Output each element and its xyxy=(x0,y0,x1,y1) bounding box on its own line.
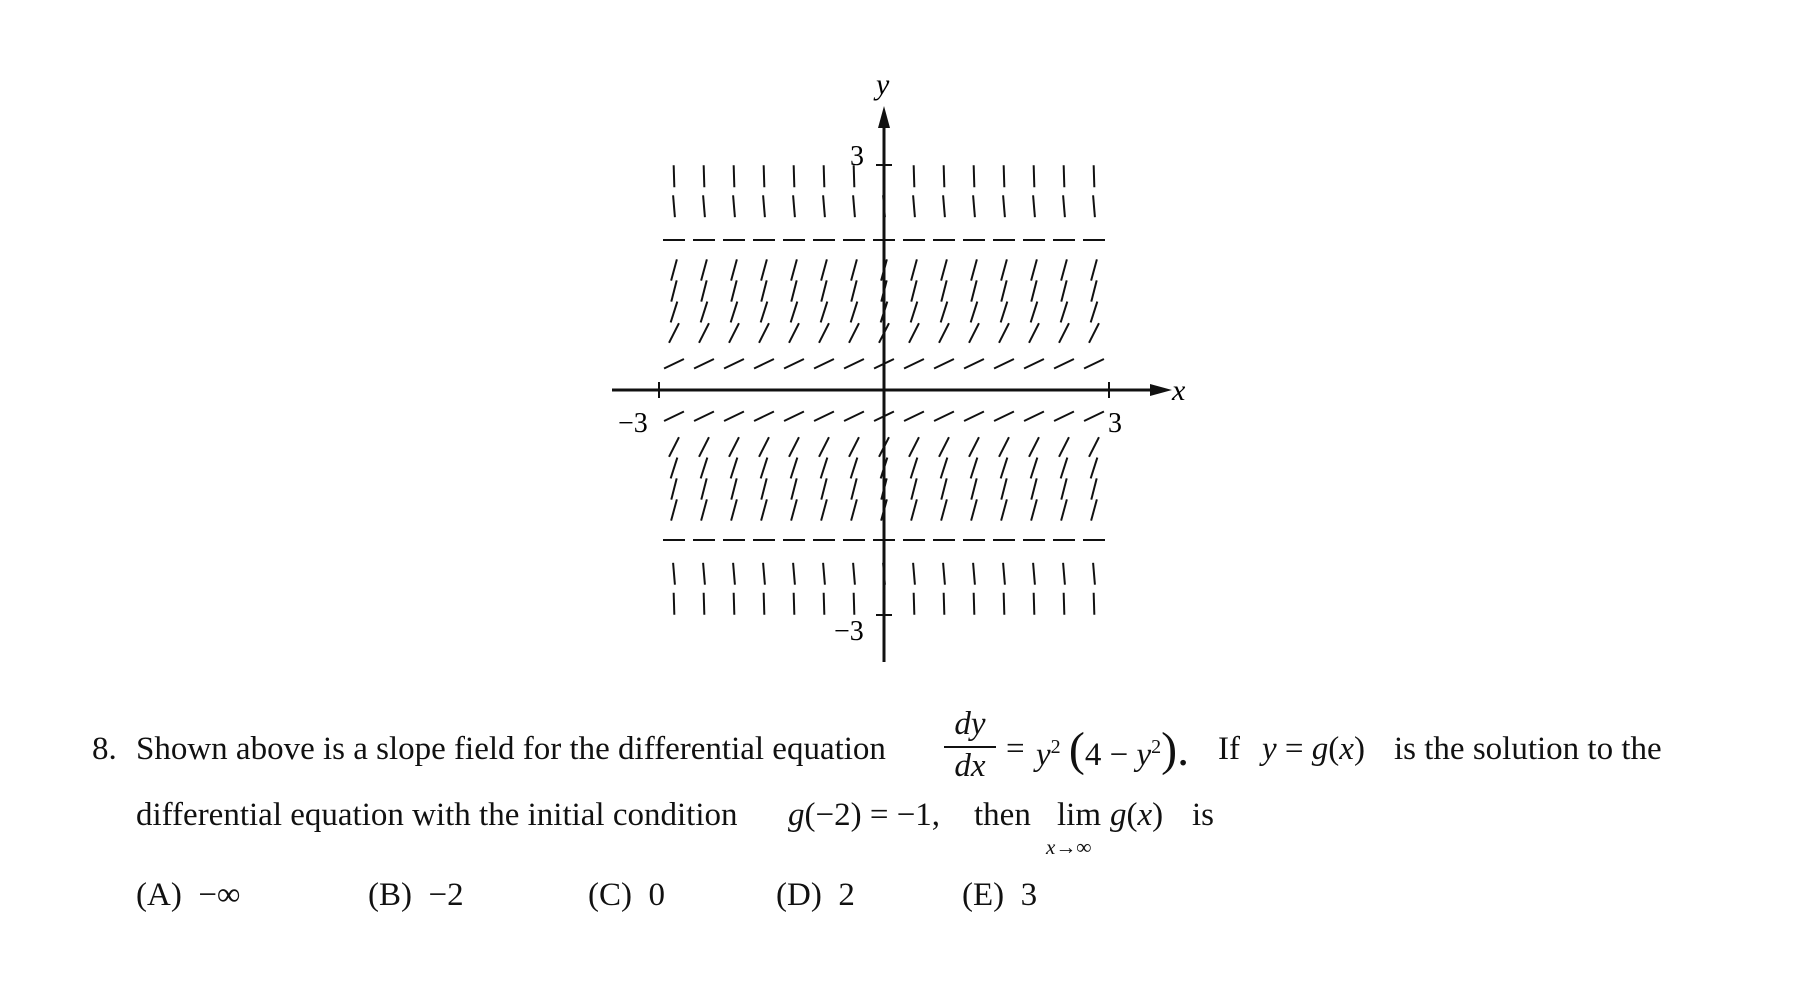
slope-segment xyxy=(731,478,736,499)
slope-segment xyxy=(704,593,705,615)
slope-segment xyxy=(1031,478,1036,499)
slope-segment xyxy=(701,302,708,323)
slope-segment xyxy=(824,593,825,615)
slope-segment xyxy=(1061,458,1068,479)
slope-segment xyxy=(671,458,678,479)
slope-segment xyxy=(673,195,675,217)
slope-segment xyxy=(1091,302,1098,323)
slope-segment xyxy=(824,165,825,187)
slope-segment xyxy=(854,593,855,615)
slope-segment xyxy=(821,458,828,479)
slope-segment xyxy=(1024,359,1044,368)
slope-segment xyxy=(731,280,736,301)
slope-segment xyxy=(794,165,795,187)
slope-segment xyxy=(943,563,945,585)
slope-segment xyxy=(1091,280,1096,301)
slope-segment xyxy=(911,280,916,301)
slope-segment xyxy=(1061,499,1067,520)
slope-segment xyxy=(754,359,774,368)
choice-d-label: (D) xyxy=(776,877,822,913)
slope-segment xyxy=(674,593,675,615)
slope-segment xyxy=(1061,280,1066,301)
slope-segment xyxy=(694,412,714,421)
slope-segment xyxy=(1064,593,1065,615)
choice-c[interactable] xyxy=(588,877,665,914)
slope-segment xyxy=(1004,165,1005,187)
slope-segment xyxy=(941,458,948,479)
slope-segment xyxy=(821,259,827,280)
fraction-dy: dy xyxy=(954,706,986,742)
choice-a[interactable] xyxy=(136,877,240,914)
slope-segment xyxy=(1054,359,1074,368)
slope-segment xyxy=(851,302,858,323)
slope-segment xyxy=(699,437,709,457)
slope-segment xyxy=(814,412,834,421)
slope-segment xyxy=(964,359,984,368)
slope-segment xyxy=(701,259,707,280)
then-text: then xyxy=(974,797,1031,833)
slope-segment xyxy=(1001,259,1007,280)
slope-segment xyxy=(849,437,859,457)
slope-segment xyxy=(884,165,885,187)
slope-segment xyxy=(784,359,804,368)
slope-segment xyxy=(909,437,919,457)
slope-segment xyxy=(939,437,949,457)
slope-segment xyxy=(1093,563,1095,585)
slope-segment xyxy=(1034,593,1035,615)
slope-segment xyxy=(853,195,855,217)
limit-function: g(x) xyxy=(1110,797,1164,833)
axes xyxy=(612,106,1172,662)
slope-segment xyxy=(1031,458,1038,479)
slope-segment xyxy=(731,302,738,323)
slope-segment xyxy=(1094,593,1095,615)
slope-segment xyxy=(941,478,946,499)
slope-segment xyxy=(1031,302,1038,323)
slope-segment xyxy=(764,593,765,615)
slope-segment xyxy=(761,280,766,301)
slope-segment xyxy=(729,323,739,343)
slope-segment xyxy=(1061,478,1066,499)
slope-segment xyxy=(969,323,979,343)
slope-segment xyxy=(973,563,975,585)
slope-segment xyxy=(1094,165,1095,187)
slope-segment xyxy=(731,458,738,479)
slope-segment xyxy=(1061,259,1067,280)
slope-segment xyxy=(1003,563,1005,585)
slope-segment xyxy=(1064,165,1065,187)
slope-segment xyxy=(759,437,769,457)
slope-segment xyxy=(1089,437,1099,457)
slope-segment xyxy=(971,458,978,479)
slope-segment xyxy=(909,323,919,343)
slope-segment xyxy=(913,195,915,217)
question-text-after: is the solution to the xyxy=(1394,731,1662,767)
slope-segment xyxy=(934,359,954,368)
slope-segment xyxy=(703,195,705,217)
if-text: If xyxy=(1218,731,1240,767)
slope-segment xyxy=(911,499,917,520)
slope-segment xyxy=(733,563,735,585)
slope-segment xyxy=(703,563,705,585)
slope-segment xyxy=(973,195,975,217)
slope-segment xyxy=(671,280,676,301)
slope-segment xyxy=(944,165,945,187)
slope-segment xyxy=(941,302,948,323)
slope-segment xyxy=(1084,359,1104,368)
slope-segment xyxy=(1031,259,1037,280)
slope-segment xyxy=(1059,437,1069,457)
slope-segment xyxy=(764,165,765,187)
is-text: is xyxy=(1192,797,1215,833)
slope-segment xyxy=(823,195,825,217)
slope-segment xyxy=(761,499,767,520)
slope-segment xyxy=(904,412,924,421)
initial-condition: g(−2) = −1, xyxy=(788,797,941,833)
slope-segment xyxy=(1001,499,1007,520)
slope-segment xyxy=(791,499,797,520)
slope-segment xyxy=(844,359,864,368)
slope-segment xyxy=(934,412,954,421)
slope-segment xyxy=(1054,412,1074,421)
slope-segment xyxy=(671,259,677,280)
slope-segment xyxy=(1084,412,1104,421)
x-axis-arrow xyxy=(1150,384,1172,396)
y-axis-label: y xyxy=(876,68,890,101)
slope-segment xyxy=(754,412,774,421)
slope-segment xyxy=(1031,280,1036,301)
choice-b-label: (B) xyxy=(368,877,412,913)
slope-segment xyxy=(1031,499,1037,520)
slope-segment xyxy=(941,280,946,301)
slope-segment xyxy=(724,412,744,421)
choice-e-label: (E) xyxy=(962,877,1005,913)
slope-segment xyxy=(914,165,915,187)
slope-segment xyxy=(791,302,798,323)
slope-segment xyxy=(994,412,1014,421)
choice-c-label: (C) xyxy=(588,877,632,913)
slope-segment xyxy=(701,458,708,479)
slope-segment xyxy=(814,359,834,368)
slope-segment xyxy=(791,280,796,301)
slope-segment xyxy=(943,195,945,217)
slope-segment xyxy=(971,499,977,520)
slope-segment xyxy=(699,323,709,343)
slope-segment xyxy=(1029,323,1039,343)
slope-segment xyxy=(1061,302,1068,323)
question-line2-text: differential equation with the initial condition xyxy=(136,797,738,833)
slope-segment xyxy=(821,280,826,301)
slope-segment xyxy=(851,259,857,280)
slope-segment xyxy=(731,499,737,520)
slope-segment xyxy=(664,359,684,368)
slope-segment xyxy=(911,458,918,479)
slope-segment xyxy=(671,478,676,499)
slope-segment xyxy=(1029,437,1039,457)
slope-segment xyxy=(884,593,885,615)
slope-segment xyxy=(1024,412,1044,421)
slope-segment xyxy=(791,458,798,479)
slope-segment xyxy=(939,323,949,343)
slope-segment xyxy=(761,259,767,280)
condition-expression: y = g(x) xyxy=(1262,731,1365,767)
slope-segment xyxy=(1063,195,1065,217)
slope-segment xyxy=(694,359,714,368)
slope-segment xyxy=(794,593,795,615)
slope-segment xyxy=(1033,563,1035,585)
slope-segment xyxy=(969,437,979,457)
slope-segment xyxy=(759,323,769,343)
choice-d[interactable] xyxy=(776,877,855,914)
slope-segment xyxy=(849,323,859,343)
y-tick-label-neg: −3 xyxy=(834,616,864,647)
slope-segment xyxy=(664,412,684,421)
slope-segment xyxy=(1033,195,1035,217)
choice-b[interactable] xyxy=(368,877,464,914)
equation-equals: = xyxy=(1006,731,1025,767)
slope-segment xyxy=(971,259,977,280)
slope-segment xyxy=(789,437,799,457)
slope-segment xyxy=(1091,478,1096,499)
slope-segment xyxy=(819,437,829,457)
y-tick-label-pos: 3 xyxy=(850,141,864,172)
slope-segment xyxy=(1004,593,1005,615)
slope-segment xyxy=(784,412,804,421)
slope-segment xyxy=(791,259,797,280)
slope-segment xyxy=(944,593,945,615)
choice-e[interactable] xyxy=(962,877,1037,914)
slope-segment xyxy=(994,359,1014,368)
question-text-before: Shown above is a slope field for the differential equation xyxy=(136,731,886,767)
slope-segment xyxy=(704,165,705,187)
slope-segment xyxy=(971,280,976,301)
equation-rhs: $y^2$ $(4 - y^2)$. xyxy=(1036,723,1190,776)
slope-segment xyxy=(941,499,947,520)
slope-segment xyxy=(999,437,1009,457)
choice-a-label: (A) xyxy=(136,877,182,913)
slope-segment xyxy=(971,478,976,499)
slope-segment xyxy=(724,359,744,368)
slope-segment xyxy=(911,259,917,280)
slope-segment xyxy=(1034,165,1035,187)
choice-e-value: 3 xyxy=(1020,877,1038,913)
limit-subscript: x→∞ xyxy=(1046,835,1092,859)
slope-segment xyxy=(964,412,984,421)
slope-segment xyxy=(763,195,765,217)
slope-segment xyxy=(1063,563,1065,585)
slope-segment xyxy=(1003,195,1005,217)
slope-segment xyxy=(734,165,735,187)
slope-segment xyxy=(851,280,856,301)
slope-segment xyxy=(674,165,675,187)
slope-segment xyxy=(914,593,915,615)
choice-d-value: 2 xyxy=(838,877,855,913)
slope-segment xyxy=(904,359,924,368)
y-axis-arrow xyxy=(878,106,890,128)
slope-segment xyxy=(823,563,825,585)
slope-segment xyxy=(1001,458,1008,479)
slope-segment xyxy=(701,499,707,520)
x-axis-label: x xyxy=(1172,374,1186,407)
slope-segment xyxy=(851,499,857,520)
slope-segment xyxy=(1001,478,1006,499)
slope-segment xyxy=(761,478,766,499)
slope-segment xyxy=(974,165,975,187)
slope-segment xyxy=(844,412,864,421)
slope-segment xyxy=(671,499,677,520)
slope-segment xyxy=(911,478,916,499)
slope-segment xyxy=(941,259,947,280)
slope-segment xyxy=(761,302,768,323)
slope-segment xyxy=(701,280,706,301)
slope-segment xyxy=(789,323,799,343)
slope-segment xyxy=(671,302,678,323)
slope-segment xyxy=(669,437,679,457)
slope-segment xyxy=(821,302,828,323)
slope-segment xyxy=(913,563,915,585)
slope-segment xyxy=(793,195,795,217)
slope-segment xyxy=(1091,259,1097,280)
slope-segment xyxy=(1091,499,1097,520)
slope-segment xyxy=(851,478,856,499)
choice-b-value: −2 xyxy=(428,877,464,913)
slope-segment xyxy=(1059,323,1069,343)
x-tick-label-neg: −3 xyxy=(618,408,648,439)
slope-segment xyxy=(793,563,795,585)
choice-a-value: −∞ xyxy=(198,877,241,913)
slope-segment xyxy=(1093,195,1095,217)
slope-segment xyxy=(729,437,739,457)
slope-segment xyxy=(701,478,706,499)
slope-segment xyxy=(819,323,829,343)
slope-segment xyxy=(1001,302,1008,323)
limit-word: lim xyxy=(1057,797,1102,833)
fraction-dx: dx xyxy=(954,748,986,784)
slope-segment xyxy=(971,302,978,323)
slope-segment xyxy=(734,593,735,615)
slope-segment xyxy=(761,458,768,479)
slope-segment xyxy=(673,563,675,585)
slope-segment xyxy=(821,478,826,499)
question-number: 8. xyxy=(92,731,117,767)
x-tick-label-pos: 3 xyxy=(1108,408,1122,439)
slope-segment xyxy=(911,302,918,323)
slope-segment xyxy=(853,563,855,585)
choice-c-value: 0 xyxy=(648,877,665,913)
slope-segment xyxy=(763,563,765,585)
slope-segment xyxy=(731,259,737,280)
slope-segment xyxy=(669,323,679,343)
slope-segment xyxy=(821,499,827,520)
slope-segment xyxy=(999,323,1009,343)
slope-segment xyxy=(1001,280,1006,301)
slope-segment xyxy=(974,593,975,615)
slope-segment xyxy=(733,195,735,217)
slope-segment xyxy=(791,478,796,499)
slope-segment xyxy=(1091,458,1098,479)
slope-segment xyxy=(851,458,858,479)
slope-segment xyxy=(1089,323,1099,343)
